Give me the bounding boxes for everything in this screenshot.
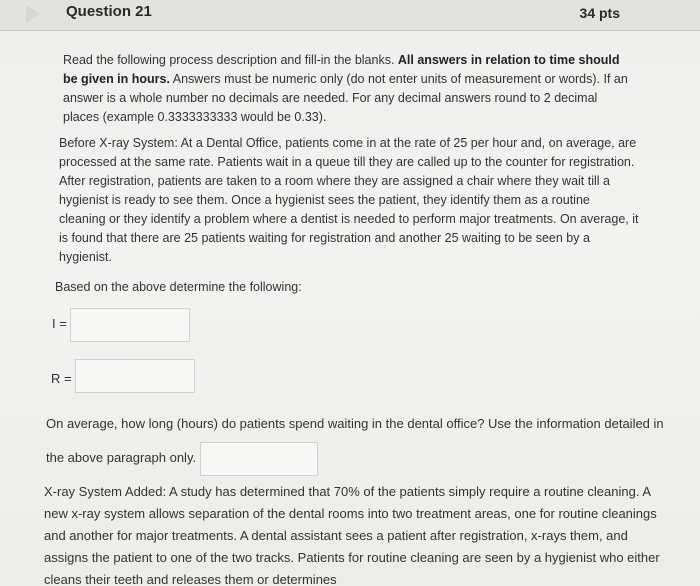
question-title: Question 21 bbox=[66, 3, 152, 20]
instructions-paragraph bbox=[63, 51, 633, 127]
prompt-text: Based on the above determine the following: bbox=[55, 280, 302, 294]
instructions-text-1: Read the following process description and fill-in the blanks. bbox=[63, 53, 398, 67]
question-header bbox=[0, 0, 700, 31]
i-label: I = bbox=[52, 316, 67, 331]
xray-paragraph: X-ray System Added: A study has determined that 70% of the patients simply require a routine cleaning. A new x-ray system allows separation of the dental rooms into two treatment areas, one for routine cleanings and another for major treatments. A dental assistant sees a patient after registration, x-rays them, and assigns the patient to one of the two tracks. Patients for routine cleaning are seen by a hygienist who either cleans their teeth and releases them or determines bbox=[44, 484, 660, 586]
flag-question-icon[interactable] bbox=[26, 5, 40, 23]
question-body bbox=[0, 31, 700, 586]
waiting-time-text: On average, how long (hours) do patients spend waiting in the dental office? Use the information detailed in the above paragraph only. bbox=[46, 416, 664, 465]
waiting-time-input[interactable] bbox=[200, 442, 318, 476]
scenario-paragraph: Before X-ray System: At a Dental Office, patients come in at the rate of 25 per hour and, on average, are processed at the same rate. Patients wait in a queue till they are called up to the counter for registration. After registration, patients are taken to a room where they are assigned a chair where they wait till a hygienist is ready to see them. Once a hygienist sees the patient, they identify them as a routine cleaning or they identify a problem where a dentist is needed to perform major treatments. On average, it is found that there are 25 patients waiting for registration and another 25 waiting to be seen by a hygienist. bbox=[59, 136, 639, 264]
r-answer-input[interactable] bbox=[75, 359, 195, 393]
i-answer-input[interactable] bbox=[70, 308, 190, 342]
r-label: R = bbox=[51, 371, 72, 386]
waiting-time-question bbox=[46, 407, 666, 476]
question-points: 34 pts bbox=[579, 5, 620, 21]
instructions-text-2: Answers must be numeric only (do not enter units of measurement or words). If an answer is a whole number no decimals are needed. For any decimal answers round to 2 decimal places (example 0.3333333333 would be 0.33). bbox=[63, 72, 628, 124]
instructions-bold: All answers in relation to time should be given in hours. bbox=[63, 53, 620, 86]
